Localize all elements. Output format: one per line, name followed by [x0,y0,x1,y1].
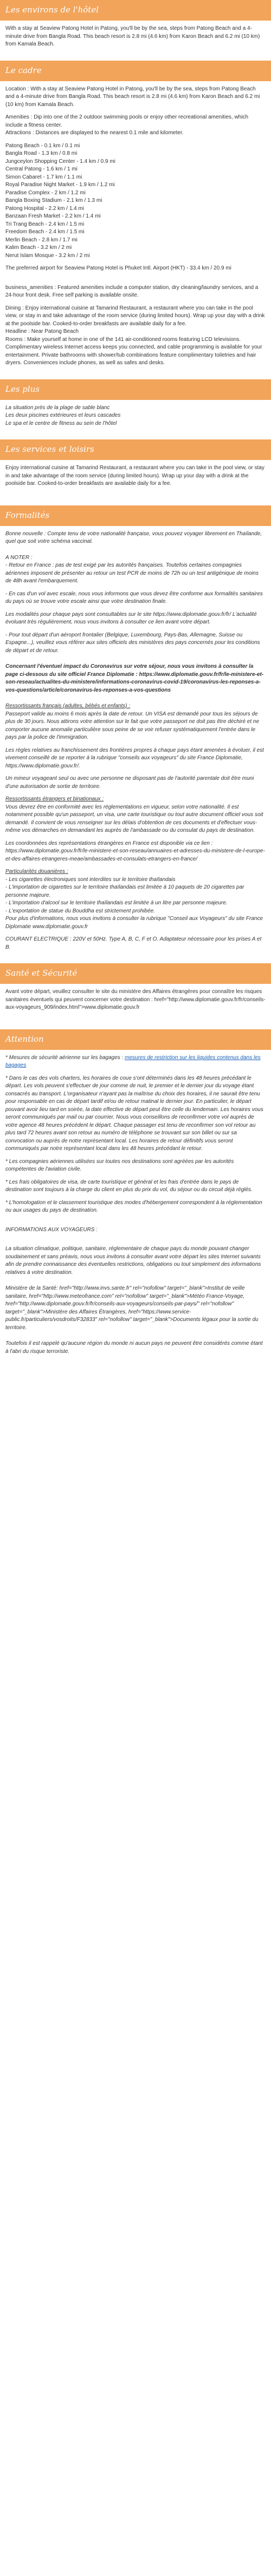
cadre-business: business_amenities : Featured amenities include a computer station, dry cleaning/laundry services, and a 24-hour front desk. Free self parking is available onsite. [5,284,259,298]
particulier-1: - Les cigarettes électroniques sont interdites sur le territoire thaïlandais [5,876,176,883]
environs-section [0,0,271,54]
plus-item: Le spa et le centre de fitness au sein de l'hôtel [5,420,117,426]
attraction-item: Paradise Complex - 2 km / 1.2 mi [5,189,86,196]
sante-section [0,963,271,1017]
regles-text: Les règles relatives au franchissement des frontières propres à chaque pays étant amenées à évoluer, il est vivement conseillé de se reporter à la rubrique "conseils aux voyageurs" du site France Diplomatie, https://www.diplomatie.gouv.fr/. [5,747,264,769]
formalites-intro: Bonne nouvelle : Compte tenu de votre nationalité française, vous pouvez voyager librement en Thaïlande, quel que soit votre schéma vaccinal. [5,530,262,544]
attractions-list [5,142,266,260]
attraction-item: Jungceylon Shopping Center - 1.4 km / 0.9 mi [5,158,115,165]
ressortissants-title: Ressortissants français (adultes, bébés et enfants) : [5,703,131,709]
attention-p2: * Dans le cas des vols charters, les horaires de coue s'ont déterminés dans les 48 heures précédant le départ. Les vols peuvent s'effectuer de jour comme de nuit, le premier et le dernier jour du voyage étant consacrés au transport. L'organisateur n'ayant pas la maîtrise du choix des horaires, il ne saurait être tenu pour responsable en cas de départ tardif et/ou de retour matinal le dernier jour. En particulier, le départ pouvant avoir lieu tard en soirée, la date effective de départ peut être celle du lendemain. Les horaires vous seront communiqués par mail ou par courrier. Nous vous conseillons de reconfirmer votre vol auprès de votre agence 48 heures précédent le départ. Chaque passager est tenu de reconfirmer son vol retour au plus tard 72 heures avant son retour au numéro de téléphone se trouvant sur son billet ou sur sa convocation ou auprès de notre représentant local. Les horaires de retour définitifs vous seront communiqués par notre représentant local dans les 48 heures précédant le retour. [5,1075,263,1152]
cadre-section [0,61,271,373]
courant-text: COURANT ELECTRIQUE : 220V et 50Hz. Type A, B, C, F et O. Adaptateur nécessaire pour les prises A et B. [5,936,262,950]
attraction-item: Royal Paradise Night Market - 1.9 km / 1.2 mi [5,182,115,188]
attention-p8: Toutefois il est rappelé qu'aucune région du monde ni aucun pays ne peuvent être considérés comme étant à l'abri du risque terroriste. [5,1340,263,1355]
services-title: Les services et loisirs [0,439,271,460]
note-2: - En cas d'un vol avec escale, nous vous informons que vous devez être conforme aux formalités sanitaires du pays où se trouve votre escale ainsi que votre destination finale. [5,590,263,604]
cadre-attractions-intro: Attractions : Distances are displayed to the nearest 0.1 mile and kilometer. [5,130,184,136]
note-heading: A NOTER : [5,554,33,561]
attraction-item: Simon Cabaret - 1.7 km / 1.1 mi [5,174,82,180]
attention-p3: * Les compagnies aériennes utilisées sur toutes nos destinations sont agréées par les autorités compétentes de l'aviation civile. [5,1158,234,1172]
sante-title: Santé et Sécurité [0,963,271,984]
attention-p4: * Les frais obligatoires de visa, de carte touristique et général et les frais d'entrée dans le pays de destination sont toujours à la charge du client en plus du prix du vol, du séjour ou du circuit déjà réglés. [5,1179,253,1193]
covid-notice: Concernant l'éventuel impact du Coronavirus sur votre séjour, nous vous invitons à consulter la page ci-dessous du site officiel France Diplomatie : https://www.diplomatie.gouv.fr/fr/le-ministere-et-son-reseau/actualites-du-ministere/informations-coronavirus-covid-19/coronavirus-les-reponses-a-vos-questions/article/coronavirus-les-reponses-a-vos-questions [5,663,264,693]
cadre-amenities: Amenities : Dip into one of the 2 outdoor swimming pools or enjoy other recreational amenities, which include a fitness center. [5,114,249,128]
attention-p7: Ministère de la Santé: href="http://www.invs.sante.fr" rel="nofollow" target="_blank">Institut de veille sanitaire, href="http://www.meteofrance.com" rel="nofollow" target="_blank">Météo France-Voyage, href="http://www.diplomatie.gouv.fr/fr/conseils-aux-voyageurs/conseils-par-pays/" rel="nofollow" target="_blank">Ministère des Affaires Étrangères, href="https://www.service-public.fr/particuliers/vosdroits/F32833" rel="nofollow" target="_blank">Documents légaux pour la sortie du territoire. [5,1285,259,1331]
cadre-airport: The preferred airport for Seaview Patong Hotel is Phuket Intl. Airport (HKT) - 33.4 km / 20.9 mi [5,265,231,271]
formalites-section [0,505,271,957]
attraction-item: Nerut Islam Mosque - 3.2 km / 2 mi [5,252,90,259]
attraction-item: Merlin Beach - 2.8 km / 1.7 mi [5,236,78,243]
plus-section [0,379,271,433]
attention-p5: * L'homologation et le classement touristique des modes d'hébergement correspondent à la réglementation ou aux usages du pays de destination. [5,1199,262,1213]
mineur-text: Un mineur voyageant seul ou avec une personne ne disposant pas de l'autorité parentale doit être muni d'une autorisation de sortie de territoire. [5,776,254,790]
plus-item: Les deux piscines extérieures et leurs cascades [5,412,121,418]
attention-section [0,1029,271,1362]
sante-text: Avant votre départ, veuillez consulter le site du ministère des Affaires étrangères pour connaître les risques sanitaires éventuels qui peuvent concerner votre destination : href="http://www.diplomatie.gouv.fr/fr/conseils-aux-voyageurs_909/index.html">www.diplomatie.gouv.fr [5,989,266,1010]
particulier-3: - L'importation d'alcool sur le territoire thaïlandais est limitée à un litre par personne majeure. [5,900,228,906]
services-section [0,439,271,494]
coordonnees-text: Les coordonnées des représentations étrangères en France est disponible via ce lien : https://www.diplomatie.gouv.fr/fr/le-ministere-et-son-reseau/annuaires-et-adresses-du-ministere-de-l-europe-et-des-affaires-etrangeres-meae/ambassades-et-consulats-etrangers-en-france/ [5,840,265,862]
attraction-item: Bangla Road - 1.3 km / 0.8 mi [5,150,78,156]
etrangers-text: Vous devrez être en conformité avec les réglementations en vigueur, selon votre nationalité. Il est notamment possible qu'un passeport, un visa, une carte touristique ou tout autre document officiel vous soit demandé. Il convient de vous renseigner sur les délais d'obtention de ces documents et d'effectuer vous-même vos démarches en demandant les auprès de l'ambassade ou du consulat du pays de destination. [5,804,263,833]
cadre-title: Le cadre [0,61,271,81]
attraction-item: Patong Hospital - 2.2 km / 1.4 mi [5,205,85,212]
cadre-location: Location : With a stay at Seaview Patong Hotel in Patong, you'll be by the sea, steps from Patong Beach and a 4-minute drive from Bangla Road. This beach resort is 2.8 mi (4.6 km) from Karon Beach and 6.2 mi (10 km) from Kamala Beach. [5,86,260,108]
plus-item: La situation près de la plage de sable blanc [5,404,110,411]
cadre-headline: Headline : Near Patong Beach [5,328,79,334]
attraction-item: Banzaan Fresh Market - 2.2 km / 1.4 mi [5,213,101,219]
cadre-rooms: Rooms : Make yourself at home in one of the 141 air-conditioned rooms featuring LCD televisions. Complimentary wireless Internet access keeps you connected, and cable programming is available for your entertainment. Private bathrooms with shower/tub combinations feature complimentary toiletries and hair dryers. Conveniences include phones, as well as safes and desks. [5,336,262,366]
particulier-5: Pour plus d'informations, nous vous invitons à consulter la rubrique "Conseil aux Voyageurs" du site France Diplomatie www.diplomatie.gouv.fr [5,916,263,930]
attention-p6: La situation climatique, politique, sanitaire, réglementaire de chaque pays du monde pouvant changer soudainement et sans préavis, nous vous invitons à consulter avant votre départ les sites Internet suivants afin de prendre connaissance des éventuelles restrictions, obligations ou tout simplement des informations relatives à votre destination. [5,1246,261,1276]
attention-title: Attention [0,1029,271,1050]
ressortissants-text: Passeport valide au moins 6 mois après la date de retour. Un VISA est demandé pour tous les séjours de plus de 30 jours. Nous attirons votre attention sur le fait que votre passeport ne doit pas être déchiré et ne comporter aucune anomalie particulière sous peine de se voir refuser systématiquement l'entrée dans le pays par la police de l'immigration. [5,711,260,740]
info-heading: INFORMATIONS AUX VOYAGEURS : [5,1226,98,1233]
services-text: Enjoy international cuisine at Tamarind Restaurant, a restaurant where you can take in the pool view, or stay in and take advantage of the room service (during limited hours). Wrap up your day with a drink at the poolside bar. Cooked-to-order breakfasts are available daily for a fee. [5,465,264,487]
attraction-item: Freedom Beach - 2.4 km / 1.5 mi [5,229,85,235]
etrangers-title: Ressortissants étrangers et binationaux : [5,796,104,802]
attraction-item: Bangla Boxing Stadium - 2.1 km / 1.3 mi [5,198,102,203]
plus-title: Les plus [0,379,271,400]
liquids-restriction-link[interactable]: mesures de restriction sur les liquides contenus dans les bagages [5,1054,261,1068]
environs-text: With a stay at Seaview Patong Hotel in Patong, you'll be by the sea, steps from Patong Beach and a 4-minute drive from Bangla Road. This beach resort is 2.8 mi (4.6 km) from Karon Beach and 6.2 mi (10 km) from Kamala Beach. [5,25,260,47]
attention-p1-prefix: * Mesures de sécurité aérienne sur les bagages : [5,1054,125,1061]
cadre-dining: Dining : Enjoy international cuisine at Tamarind Restaurant, a restaurant where you can take in the pool view, or stay in and take advantage of the room service (during limited hours). Wrap up your day with a drink at the poolside bar. Cooked-to-order breakfasts are available daily for a fee. [5,305,265,327]
environs-title: Les environs de l'hôtel [0,0,271,21]
attraction-item: Kalim Beach - 3.2 km / 2 mi [5,245,72,251]
particulier-4: - L'exportation de statue du Bouddha est strictement prohibée. [5,908,155,914]
note-3: Les modalités pour chaque pays sont consultables sur le site https://www.diplomatie.gouv.fr/fr/ L'actualité évoluant très régulièrement, nous vous invitons à consulter ce lien avant votre départ. [5,611,257,625]
particulier-title: Particularités douanières : [5,869,68,875]
attraction-item: Central Patong - 1.6 km / 1 mi [5,166,78,172]
note-1: - Retour en France : pas de test exigé par les autorités françaises. Toutefois certaines compagnies aériennes imposent de présenter au retour un test PCR de moins de 72h ou un test antigénique de moins de 48h avant l'embarquement. [5,562,259,584]
attention-p1 [5,1054,266,1070]
note-4: - Pour tout départ d'un aéroport frontalier (Belgique, Luxembourg, Pays-Bas, Allemagne, Suisse ou Espagne...), veuillez vous référer aux sites officiels des ministères des pays concernés pour les conditions de départ et de retour. [5,632,260,654]
particulier-2: - L'importation de cigarettes sur le territoire thaïlandais est limitée à 10 paquets de 20 cigarettes par personne majeure. [5,884,244,898]
attraction-item: Patong Beach - 0.1 km / 0.1 mi [5,142,80,149]
attraction-item: Tri Trang Beach - 2.4 km / 1.5 mi [5,221,85,227]
formalites-title: Formalités [0,505,271,526]
